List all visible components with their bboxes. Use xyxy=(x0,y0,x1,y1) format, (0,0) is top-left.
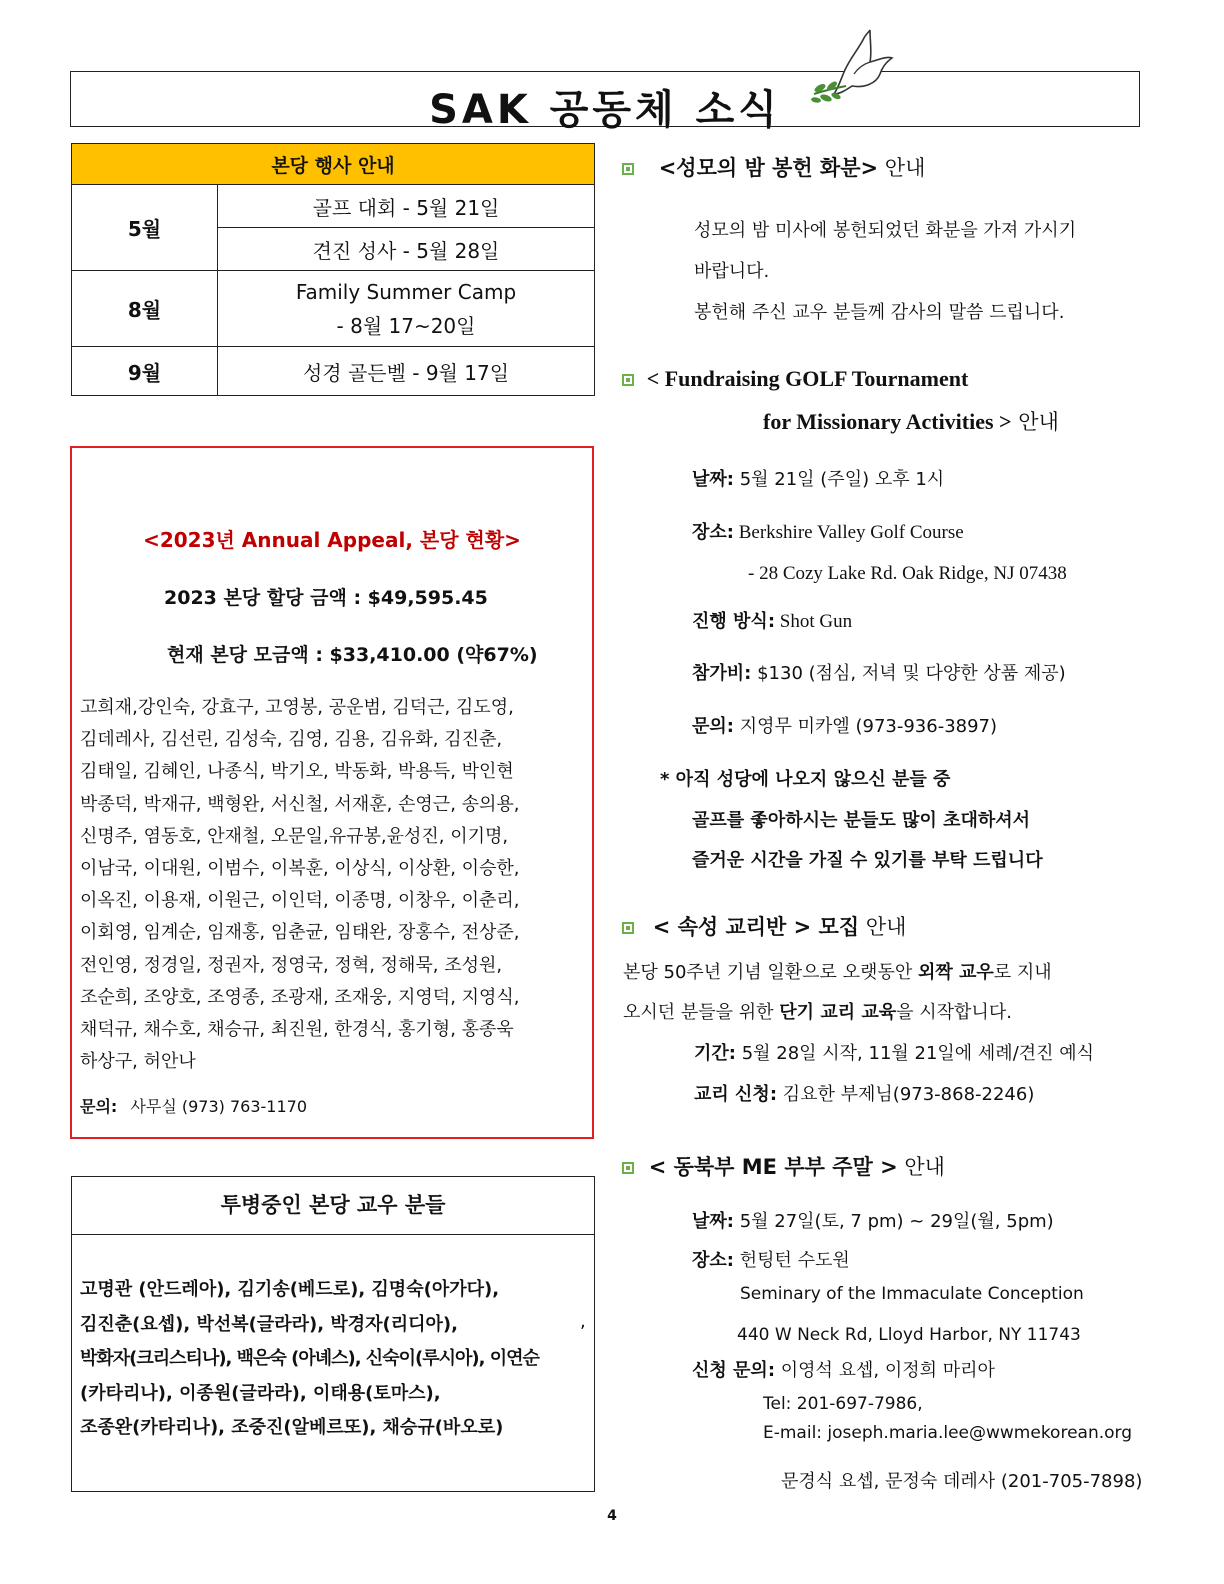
event-item: 성경 골든벨 - 9월 17일 xyxy=(218,347,595,396)
flowers-line: 바랍니다. xyxy=(694,261,770,282)
catechism-period xyxy=(694,1039,1094,1065)
golf-title-rest: 안내 xyxy=(1011,410,1059,434)
event-month: 5월 xyxy=(72,185,218,271)
donor-line: 김데레사, 김선린, 김성숙, 김영, 김용, 김유화, 김진춘, xyxy=(80,729,503,751)
donor-line: 하상구, 허안나 xyxy=(80,1051,196,1073)
contact-label: 문의: xyxy=(80,1097,118,1116)
value: Shot Gun xyxy=(775,611,853,632)
appeal-current: 현재 본당 모금액 : $33,410.00 (약67%) xyxy=(167,644,538,666)
donor-list xyxy=(80,692,590,1078)
annual-appeal-box xyxy=(70,446,594,1139)
golf-note-3: 즐거운 시간을 가질 수 있기를 부탁 드립니다 xyxy=(692,850,1043,871)
me-place xyxy=(692,1246,850,1272)
sick-title: 투병중인 본당 교우 분들 xyxy=(72,1177,594,1235)
golf-method xyxy=(692,607,852,633)
me-other-contact: 문경식 요셉, 문정숙 데레사 (201-705-7898) xyxy=(781,1471,1143,1492)
stray-mark: , xyxy=(580,1311,586,1332)
flowers-line: 성모의 밤 미사에 봉헌되었던 화분을 가져 가시기 xyxy=(694,220,1077,241)
sick-line: 고명관 (안드레아), 김기송(베드로), 김명숙(아가다), xyxy=(80,1279,500,1300)
event-month: 9월 xyxy=(72,347,218,396)
donor-line: 김태일, 김혜인, 나종식, 박기오, 박동화, 박용득, 박인현 xyxy=(80,761,514,783)
dove-icon xyxy=(806,28,906,110)
sick-list xyxy=(80,1273,592,1446)
text-bold: 외짝 교우 xyxy=(917,962,994,983)
flowers-body xyxy=(694,210,1076,333)
donor-line: 이남국, 이대원, 이범수, 이복훈, 이상식, 이상환, 이승한, xyxy=(80,858,520,880)
text: 을 시작합니다. xyxy=(896,1002,1012,1023)
contact-value: 사무실 (973) 763-1170 xyxy=(130,1097,308,1116)
appeal-target: 2023 본당 할당 금액 : $49,595.45 xyxy=(164,587,488,609)
golf-note-1: * 아직 성당에 나오지 않으신 분들 중 xyxy=(660,769,951,790)
events-title: 본당 행사 안내 xyxy=(72,144,595,185)
golf-inquiry xyxy=(692,712,997,738)
catechism-heading xyxy=(622,911,906,941)
sick-line: 조종완(카타리나), 조중진(알베르또), 채승규(바오로) xyxy=(80,1417,504,1438)
donor-line: 고희재,강인숙, 강효구, 고영봉, 공운범, 김덕근, 김도영, xyxy=(80,697,514,718)
event-month: 8월 xyxy=(72,271,218,347)
me-heading xyxy=(622,1151,945,1181)
catechism-apply xyxy=(694,1080,1034,1106)
title-box xyxy=(70,71,1140,133)
catechism-title-rest: 안내 xyxy=(859,915,907,939)
golf-fee xyxy=(692,659,1066,685)
event-item: 견진 성사 - 5월 28일 xyxy=(218,228,595,271)
golf-address: - 28 Cozy Lake Rd. Oak Ridge, NJ 07438 xyxy=(748,563,1067,584)
value: Berkshire Valley Golf Course xyxy=(733,522,964,543)
square-bullet-icon xyxy=(622,163,634,175)
value: 이영석 요셉, 이정희 마리아 xyxy=(775,1360,995,1381)
events-table xyxy=(71,143,595,396)
event-item: 골프 대회 - 5월 21일 xyxy=(218,185,595,228)
golf-note-2: 골프를 좋아하시는 분들도 많이 초대하셔서 xyxy=(692,810,1031,831)
catechism-title: < 속성 교리반 > 모집 xyxy=(652,915,860,939)
me-title-rest: 안내 xyxy=(897,1155,945,1179)
donor-line: 박종덕, 박재규, 백형완, 서신철, 서재훈, 손영근, 송의용, xyxy=(80,793,520,815)
value: 5월 27일(토, 7 pm) ~ 29일(월, 5pm) xyxy=(733,1211,1054,1232)
text: 로 지내 xyxy=(993,962,1052,983)
donor-line: 신명주, 염동호, 안재철, 오문일,유규봉,윤성진, 이기명, xyxy=(80,825,509,847)
event-item xyxy=(218,271,595,347)
event-item-line: - 8월 17~20일 xyxy=(336,313,476,338)
label: 진행 방식: xyxy=(692,611,776,632)
me-date xyxy=(692,1207,1054,1233)
donor-line: 이회영, 임계순, 임재홍, 임춘균, 임태완, 장홍수, 전상준, xyxy=(80,922,520,944)
value: 지영무 미카엘 (973-936-3897) xyxy=(733,716,998,737)
donor-line: 채덕규, 채수호, 채승규, 최진원, 한경식, 홍기형, 홍종욱 xyxy=(80,1019,514,1041)
flowers-heading xyxy=(622,152,925,182)
golf-heading xyxy=(622,366,968,392)
label: 장소: xyxy=(692,522,734,543)
value: 5월 21일 (주일) 오후 1시 xyxy=(733,469,945,490)
me-tel: Tel: 201-697-7986, xyxy=(763,1394,923,1414)
label: 참가비: xyxy=(692,663,752,684)
sick-line: (카타리나), 이종원(글라라), 이태용(토마스), xyxy=(80,1382,441,1404)
label: 교리 신청: xyxy=(694,1084,778,1105)
appeal-contact xyxy=(80,1094,307,1117)
flowers-line: 봉헌해 주신 교우 분들께 감사의 말씀 드립니다. xyxy=(694,302,1065,323)
square-bullet-icon xyxy=(622,374,634,386)
sick-line: 김진춘(요셉), 박선복(글라라), 박경자(리디아), xyxy=(80,1313,459,1335)
golf-heading-2 xyxy=(763,406,1059,436)
donor-line: 이옥진, 이용재, 이원근, 이인덕, 이종명, 이창우, 이춘리, xyxy=(80,890,520,912)
label: 기간: xyxy=(694,1043,736,1064)
flowers-title-rest: 안내 xyxy=(878,156,926,180)
text-bold: 단기 교리 교육 xyxy=(779,1002,897,1023)
label: 날짜: xyxy=(692,1211,734,1232)
donor-line: 조순희, 조양호, 조영종, 조광재, 조재웅, 지영덕, 지영식, xyxy=(80,986,520,1008)
page-title: SAK 공동체 소식 xyxy=(429,87,781,133)
text: 오시던 분들을 위한 xyxy=(623,1002,780,1023)
golf-title-1: < Fundraising GOLF Tournament xyxy=(646,366,969,391)
value: 김요한 부제님(973-868-2246) xyxy=(777,1084,1035,1105)
me-apply xyxy=(692,1356,995,1382)
event-item-line: Family Summer Camp xyxy=(295,279,517,304)
square-bullet-icon xyxy=(622,922,634,934)
value: $130 (점심, 저녁 및 다양한 상품 제공) xyxy=(751,663,1066,684)
appeal-title: <2023년 Annual Appeal, 본당 현황> xyxy=(143,528,521,552)
label: 장소: xyxy=(692,1250,734,1271)
value: 5월 28일 시작, 11월 21일에 세례/견진 예식 xyxy=(735,1043,1095,1064)
me-place-en: Seminary of the Immaculate Conception xyxy=(740,1284,1084,1304)
donor-line: 전인영, 정경일, 정권자, 정영국, 정혁, 정해묵, 조성원, xyxy=(80,954,503,976)
me-title: < 동북부 ME 부부 주말 > xyxy=(648,1155,898,1179)
page-number: 4 xyxy=(607,1508,617,1524)
flowers-title: <성모의 밤 봉헌 화분> xyxy=(658,156,879,180)
label: 신청 문의: xyxy=(692,1360,776,1381)
golf-date xyxy=(692,465,944,491)
me-address: 440 W Neck Rd, Lloyd Harbor, NY 11743 xyxy=(737,1325,1081,1345)
catechism-line-2 xyxy=(623,998,1012,1024)
label: 날짜: xyxy=(692,469,734,490)
sick-parishioners-box xyxy=(71,1176,595,1492)
label: 문의: xyxy=(692,716,734,737)
golf-title-2: for Missionary Activities > xyxy=(763,409,1012,434)
sick-line: 박화자(크리스티나), 백은숙 (아녜스), 신숙이(루시아), 이연순 xyxy=(80,1348,539,1369)
me-email: E-mail: joseph.maria.lee@wwmekorean.org xyxy=(763,1423,1133,1443)
square-bullet-icon xyxy=(622,1162,634,1174)
text: 본당 50주년 기념 일환으로 오랫동안 xyxy=(623,962,918,983)
catechism-line-1 xyxy=(623,958,1052,984)
golf-place xyxy=(692,518,964,544)
value: 헌팅턴 수도원 xyxy=(733,1250,850,1271)
